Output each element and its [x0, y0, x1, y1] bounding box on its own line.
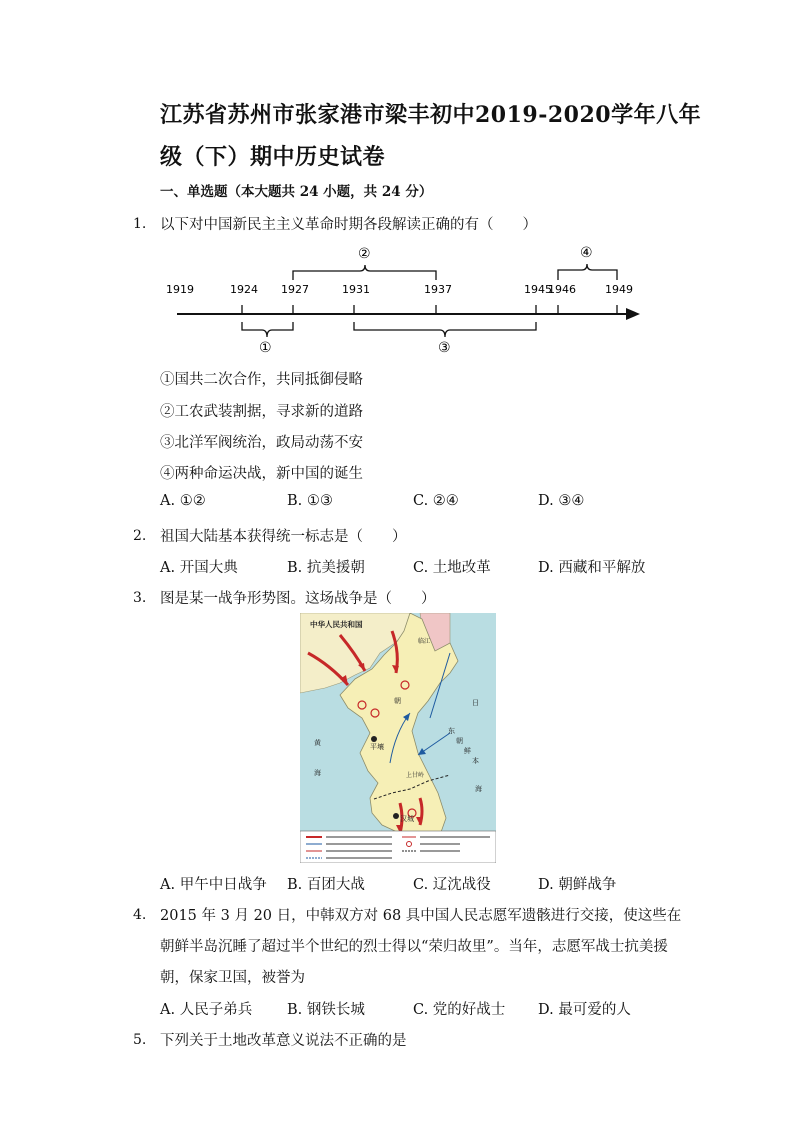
- year-label: 1949: [605, 283, 633, 296]
- marker-4: ④: [580, 245, 593, 261]
- option-c[interactable]: C. 辽沈战役: [413, 877, 491, 893]
- statement: ①国共二次合作，共同抵御侵略: [160, 372, 363, 388]
- year-label: 1945: [524, 283, 552, 296]
- option-a[interactable]: A. 开国大典: [160, 560, 238, 576]
- timeline-figure: [160, 240, 650, 355]
- map-label: 日: [472, 699, 479, 707]
- option-a[interactable]: A. 人民子弟兵: [160, 1002, 253, 1018]
- option-d[interactable]: D. ③④: [538, 493, 585, 509]
- map-label: 本: [472, 757, 479, 765]
- marker-2: ②: [358, 246, 371, 262]
- option-d[interactable]: D. 最可爱的人: [538, 1002, 631, 1018]
- page-title-line1: 江苏省苏州市张家港市梁丰初中2019-2020学年八年: [160, 102, 702, 128]
- map-capital-pyongyang: [371, 736, 377, 742]
- brace-2: [293, 265, 436, 280]
- option-c[interactable]: C. ②④: [413, 493, 459, 509]
- question-number: 5.: [133, 1032, 147, 1048]
- option-d[interactable]: D. 西藏和平解放: [538, 560, 646, 576]
- brace-1: [242, 322, 293, 337]
- marker-3: ③: [438, 340, 451, 355]
- question-text-line: 朝鲜半岛沉睡了超过半个世纪的烈士得以“荣归故里”。当年，志愿军战士抗美援: [160, 939, 668, 955]
- map-label: 上甘岭: [406, 772, 425, 779]
- timeline-arrow: [626, 308, 640, 320]
- option-c[interactable]: C. 党的好战士: [413, 1002, 506, 1018]
- question-text-line: 朝，保家卫国，被誉为: [160, 970, 305, 986]
- map-label: 临江: [418, 638, 431, 645]
- statement: ④两种命运决战，新中国的诞生: [160, 466, 363, 482]
- map-capital-seoul: [393, 813, 399, 819]
- statement: ③北洋军阀统治，政局动荡不安: [160, 435, 363, 451]
- question-number: 1.: [133, 216, 147, 232]
- statement: ②工农武装割据，寻求新的道路: [160, 404, 363, 420]
- map-label: 海: [475, 785, 482, 793]
- option-b[interactable]: B. ①③: [287, 493, 333, 509]
- brace-3: [354, 322, 536, 337]
- option-b[interactable]: B. 钢铁长城: [287, 1002, 365, 1018]
- year-label: 1931: [342, 283, 370, 296]
- year-label: 1924: [230, 283, 258, 296]
- question-number: 3.: [133, 590, 147, 606]
- map-label: 东: [448, 727, 455, 735]
- option-b[interactable]: B. 百团大战: [287, 877, 365, 893]
- map-label: 朝: [394, 697, 401, 705]
- page-title-line2: 级（下）期中历史试卷: [160, 144, 386, 170]
- option-c[interactable]: C. 土地改革: [413, 560, 491, 576]
- option-d[interactable]: D. 朝鲜战争: [538, 877, 617, 893]
- question-text: 以下对中国新民主主义革命时期各段解读正确的有（ ）: [160, 217, 537, 233]
- map-label: 中华人民共和国: [310, 620, 363, 629]
- year-label: 1919: [166, 283, 194, 296]
- brace-4: [558, 264, 617, 280]
- marker-1: ①: [259, 340, 272, 355]
- map-label: 汉城: [400, 815, 414, 823]
- map-label: 黄: [314, 739, 321, 747]
- year-label: 1937: [424, 283, 452, 296]
- option-a[interactable]: A. ①②: [160, 493, 206, 509]
- option-a[interactable]: A. 甲午中日战争: [160, 877, 267, 893]
- map-label: 朝: [456, 737, 463, 745]
- year-label: 1927: [281, 283, 309, 296]
- question-text: 图是某一战争形势图。这场战争是（ ）: [160, 591, 436, 607]
- question-number: 4.: [133, 907, 147, 923]
- war-situation-map: [300, 613, 496, 863]
- question-number: 2.: [133, 528, 147, 544]
- year-label: 1946: [548, 283, 576, 296]
- map-label: 鲜: [464, 747, 471, 755]
- map-label: 平壤: [370, 743, 384, 751]
- question-text: 祖国大陆基本获得统一标志是（ ）: [160, 529, 407, 545]
- question-text: 下列关于土地改革意义说法不正确的是: [160, 1033, 407, 1049]
- section-heading: 一、单选题（本大题共 24 小题，共 24 分）: [160, 184, 433, 200]
- option-b[interactable]: B. 抗美援朝: [287, 560, 365, 576]
- map-label: 海: [314, 769, 321, 777]
- question-text-line: 2015 年 3 月 20 日，中韩双方对 68 具中国人民志愿军遗骸进行交接，使这些在: [160, 908, 682, 924]
